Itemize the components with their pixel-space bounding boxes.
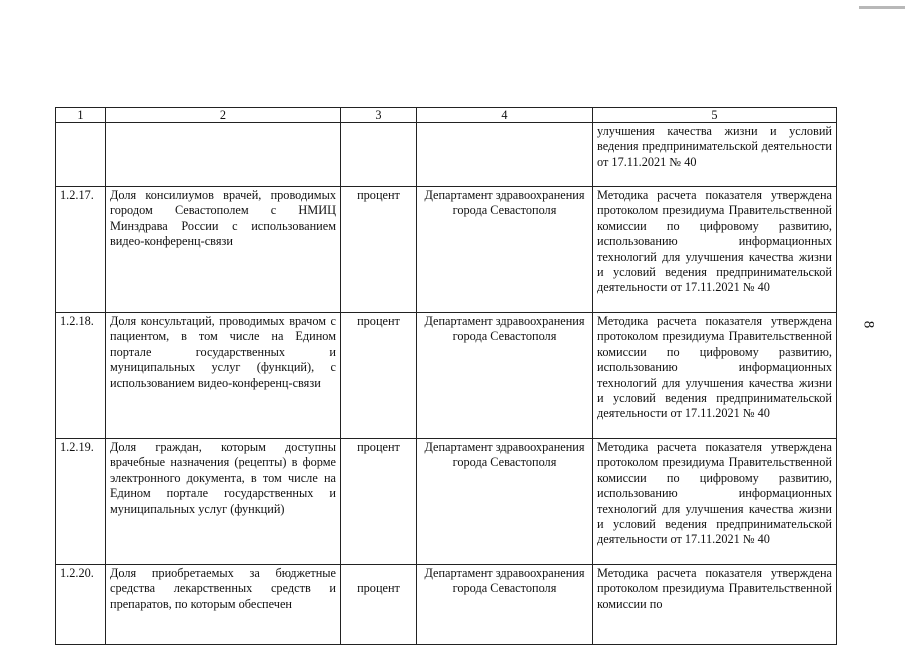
table-row xyxy=(56,565,837,645)
table-row-continued xyxy=(56,123,837,187)
header-cell-1: 1 xyxy=(56,108,106,123)
unit-of-measure: процент xyxy=(341,565,417,645)
header-cell-5: 5 xyxy=(593,108,837,123)
calculation-method: Методика расчета показателя утверждена протоколом президиума Правительственной комиссии по xyxy=(593,565,837,645)
indicator-name: Доля граждан, которым доступны врачебные назначения (рецепты) в форме электронного документа, в том числе на Едином портале государственных и муниципальных услуг (функций) xyxy=(106,439,341,565)
row-number: 1.2.18. xyxy=(56,313,106,439)
responsible-department: Департамент здравоохранения города Севастополя xyxy=(417,565,593,645)
calculation-method: Методика расчета показателя утверждена протоколом президиума Правительственной комиссии по цифровому развитию, использованию информационных технологий для улучшения качества жизни и условий ведения предпринимательской деятельности от 17.11.2021 № 40 xyxy=(593,439,837,565)
page-number: 8 xyxy=(860,320,877,329)
table-header-row xyxy=(56,108,837,123)
table-row xyxy=(56,187,837,313)
row-number xyxy=(56,123,106,187)
calculation-method: Методика расчета показателя утверждена протоколом президиума Правительственной комиссии по цифровому развитию, использованию информационных технологий для улучшения качества жизни и условий ведения предпринимательской деятельности от 17.11.2021 № 40 xyxy=(593,313,837,439)
indicator-name: Доля приобретаемых за бюджетные средства лекарственных средств и препаратов, по которым обеспечен xyxy=(106,565,341,645)
row-number: 1.2.19. xyxy=(56,439,106,565)
unit-of-measure: процент xyxy=(341,439,417,565)
row-number: 1.2.20. xyxy=(56,565,106,645)
unit-of-measure: процент xyxy=(341,187,417,313)
indicators-table xyxy=(55,107,837,645)
calculation-method: Методика расчета показателя утверждена протоколом президиума Правительственной комиссии по цифровому развитию, использованию информационных технологий для улучшения качества жизни и условий ведения предпринимательской деятельности от 17.11.2021 № 40 xyxy=(593,187,837,313)
header-cell-3: 3 xyxy=(341,108,417,123)
row-number: 1.2.17. xyxy=(56,187,106,313)
table-row xyxy=(56,439,837,565)
indicator-name xyxy=(106,123,341,187)
indicator-name: Доля консилиумов врачей, проводимых городом Севастополем с НМИЦ Минздрава России с использованием видео-конференц-связи xyxy=(106,187,341,313)
table-row xyxy=(56,313,837,439)
responsible-department xyxy=(417,123,593,187)
indicator-name: Доля консультаций, проводимых врачом с пациентом, в том числе на Едином портале государственных и муниципальных услуг (функций), с использованием видео-конференц-связи xyxy=(106,313,341,439)
responsible-department: Департамент здравоохранения города Севастополя xyxy=(417,187,593,313)
calculation-method: улучшения качества жизни и условий ведения предпринимательской деятельности от 17.11.2021 № 40 xyxy=(593,123,837,187)
unit-of-measure xyxy=(341,123,417,187)
responsible-department: Департамент здравоохранения города Севастополя xyxy=(417,313,593,439)
page-edge-mark xyxy=(859,6,905,9)
unit-of-measure: процент xyxy=(341,313,417,439)
header-cell-4: 4 xyxy=(417,108,593,123)
responsible-department: Департамент здравоохранения города Севастополя xyxy=(417,439,593,565)
header-cell-2: 2 xyxy=(106,108,341,123)
